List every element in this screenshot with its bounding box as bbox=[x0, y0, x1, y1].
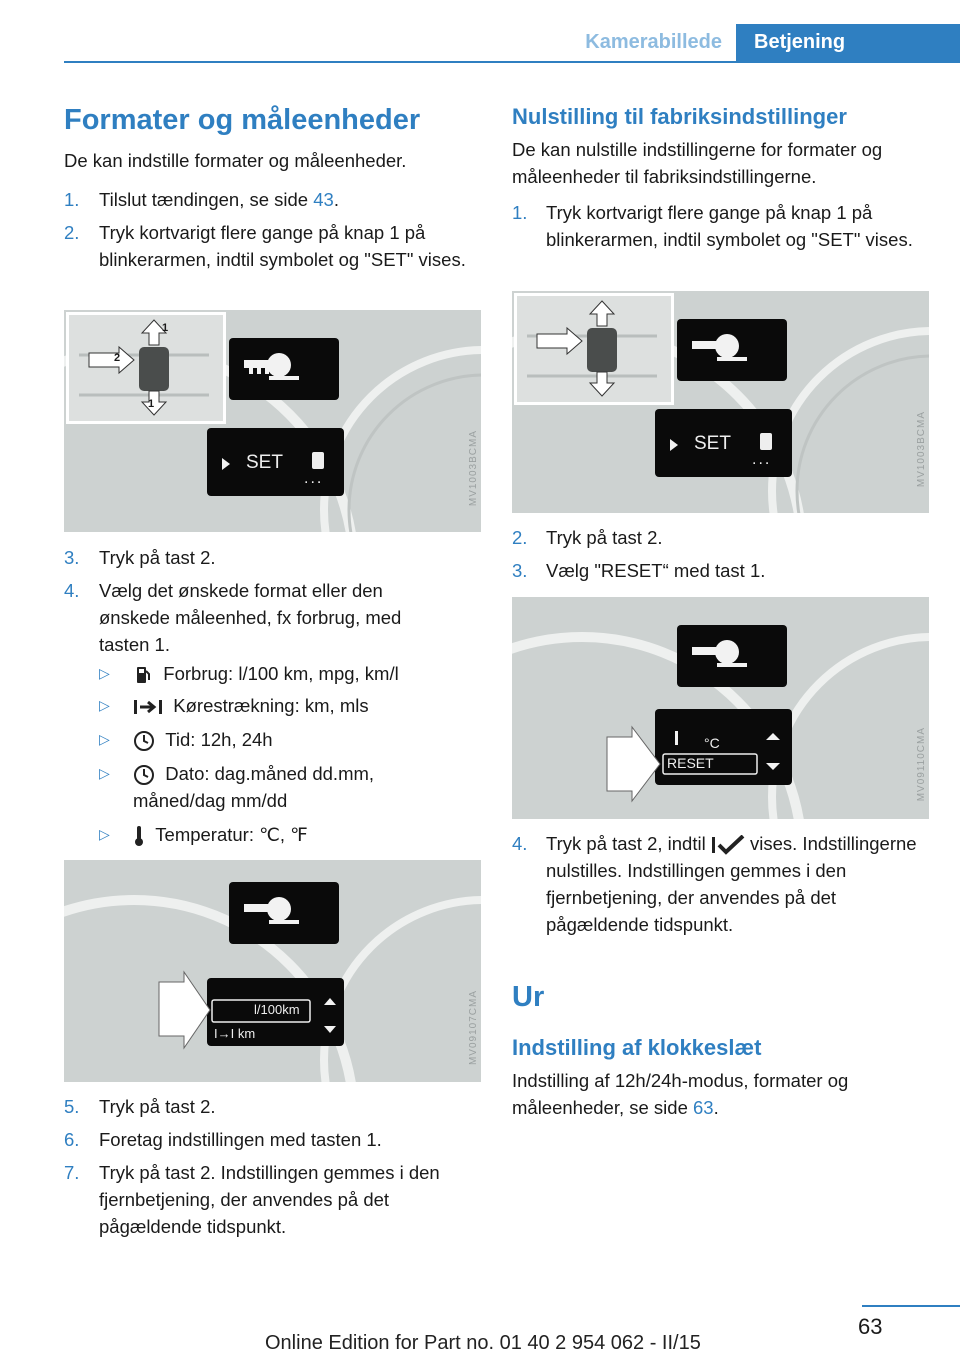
step-5-number: 5. bbox=[64, 1096, 80, 1117]
bullet-marker: ▷ bbox=[99, 697, 110, 713]
step-6-text: Foretag indstillingen med tasten 1. bbox=[99, 1129, 382, 1150]
bullet-marker: ▷ bbox=[99, 826, 110, 842]
image-code: MV1003BCMA bbox=[916, 411, 927, 488]
step-4-number: 4. bbox=[64, 580, 80, 601]
dashboard-set-image bbox=[64, 310, 481, 532]
fuel-pump-icon bbox=[133, 665, 153, 685]
clock-icon bbox=[133, 764, 155, 786]
bullet-text: Forbrug: l/100 km, mpg, km/l bbox=[163, 663, 399, 684]
step-2-number: 2. bbox=[64, 222, 80, 243]
dashboard-set-image-2 bbox=[512, 291, 929, 513]
bullet-text: Tid: 12h, 24h bbox=[165, 729, 273, 750]
callout-2: 2 bbox=[114, 352, 121, 364]
callout-1-top: 1 bbox=[162, 322, 169, 334]
list-item bbox=[133, 760, 433, 814]
reset-step-3-number: 3. bbox=[512, 560, 528, 581]
subsection-title: Indstilling af klokkeslæt bbox=[512, 1035, 762, 1060]
reset-step-3-text: Vælg "RESET“ med tast 1. bbox=[546, 560, 766, 581]
callout-1-bottom: 1 bbox=[148, 398, 155, 410]
subsection-text-after: . bbox=[713, 1097, 719, 1118]
reset-step-4-before: Tryk på tast 2, indtil bbox=[546, 833, 711, 854]
step-6-number: 6. bbox=[64, 1129, 80, 1150]
bullet-text: Temperatur: ℃, ℉ bbox=[155, 824, 308, 845]
fuel-pump-icon bbox=[760, 433, 772, 450]
step-1-text-before: Tilslut tændingen, se side bbox=[99, 189, 314, 210]
image-code: MV09110CMA bbox=[916, 727, 927, 802]
bullet-text: Dato: dag.måned dd.mm, måned/dag mm/dd bbox=[133, 763, 375, 811]
temperature-unit: °C bbox=[704, 735, 720, 751]
bullet-text: Kørestrækning: km, mls bbox=[173, 695, 369, 716]
dots: ... bbox=[752, 451, 772, 468]
right-intro: De kan nulstille indstillingerne for formater og måleenheder til fabriksindstillingerne. bbox=[512, 139, 883, 187]
checkmark-icon bbox=[711, 835, 745, 855]
step-3-number: 3. bbox=[64, 547, 80, 568]
step-3-text: Tryk på tast 2. bbox=[99, 547, 216, 568]
stalk-inset bbox=[514, 293, 674, 405]
dots: ... bbox=[304, 470, 324, 487]
list-item bbox=[133, 821, 473, 848]
reset-step-2-text: Tryk på tast 2. bbox=[546, 527, 663, 548]
page-number: 63 bbox=[858, 1314, 883, 1339]
step-1-text-after: . bbox=[333, 189, 339, 210]
subsection-text bbox=[512, 1067, 932, 1121]
stalk-inset bbox=[66, 312, 226, 424]
dashboard-consumption-image bbox=[64, 860, 481, 1082]
step-1-text bbox=[99, 186, 479, 213]
bullet-marker: ▷ bbox=[99, 731, 110, 747]
page-link-43[interactable]: 43 bbox=[313, 189, 334, 210]
list-item bbox=[133, 692, 473, 719]
reset-option: RESET bbox=[667, 755, 714, 771]
reset-step-1-text: Tryk kortvarigt flere gange på knap 1 på blinkerarmen, indtil symbolet og "SET" vises. bbox=[546, 202, 913, 250]
bullet-marker: ▷ bbox=[99, 765, 110, 781]
set-label: SET bbox=[246, 452, 283, 473]
image-code: MV09107CMA bbox=[468, 990, 479, 1066]
page-link-63[interactable]: 63 bbox=[693, 1097, 714, 1118]
left-intro: De kan indstille formater og måleenheder. bbox=[64, 150, 407, 171]
footer-rule bbox=[862, 1305, 960, 1307]
distance-row: I→I km bbox=[214, 1026, 256, 1041]
set-label: SET bbox=[694, 433, 731, 454]
list-item bbox=[133, 726, 473, 753]
reset-step-4-after: vises. Indstillingerne nulstilles. Indstillingen gemmes i den fjernbetjening, der anvendes på det pågældende tidspunkt. bbox=[546, 833, 917, 935]
thermometer-icon bbox=[133, 825, 145, 847]
fuel-pump-icon bbox=[312, 452, 324, 469]
image-code: MV1003BCMA bbox=[468, 430, 479, 507]
reset-step-4-text bbox=[546, 830, 932, 938]
edition-line: Online Edition for Part no. 01 40 2 954 062 - II/15 bbox=[265, 1332, 701, 1354]
tab-betjening[interactable]: Betjening bbox=[736, 24, 960, 61]
step-1-number: 1. bbox=[64, 189, 80, 210]
subsection-text-before: Indstilling af 12h/24h-modus, formater og måleenheder, se side bbox=[512, 1070, 849, 1118]
reset-step-4-number: 4. bbox=[512, 833, 528, 854]
distance-arrow-icon bbox=[133, 697, 163, 717]
section-title-ur: Ur bbox=[512, 981, 545, 1013]
step-7-number: 7. bbox=[64, 1162, 80, 1183]
step-2-text: Tryk kortvarigt flere gange på knap 1 på blinkerarmen, indtil symbolet og "SET" vises. bbox=[99, 222, 466, 270]
header-rule bbox=[64, 61, 960, 63]
clock-icon bbox=[133, 730, 155, 752]
step-4-text: Vælg det ønskede format eller den ønskede måleenhed, fx forbrug, med tasten 1. bbox=[99, 580, 402, 655]
reset-step-2-number: 2. bbox=[512, 527, 528, 548]
tab-kamerabillede[interactable]: Kamerabillede bbox=[585, 31, 722, 53]
reset-step-1-number: 1. bbox=[512, 202, 528, 223]
list-item bbox=[133, 660, 473, 687]
right-title: Nulstilling til fabriksindstillinger bbox=[512, 104, 847, 129]
left-title: Formater og måleenheder bbox=[64, 104, 421, 136]
consumption-row: l/100km bbox=[254, 1002, 300, 1017]
step-7-text: Tryk på tast 2. Indstillingen gemmes i den fjernbetjening, der anvendes på det pågældende tidspunkt. bbox=[99, 1162, 440, 1237]
step-5-text: Tryk på tast 2. bbox=[99, 1096, 216, 1117]
bullet-marker: ▷ bbox=[99, 665, 110, 681]
dashboard-reset-image bbox=[512, 597, 929, 819]
